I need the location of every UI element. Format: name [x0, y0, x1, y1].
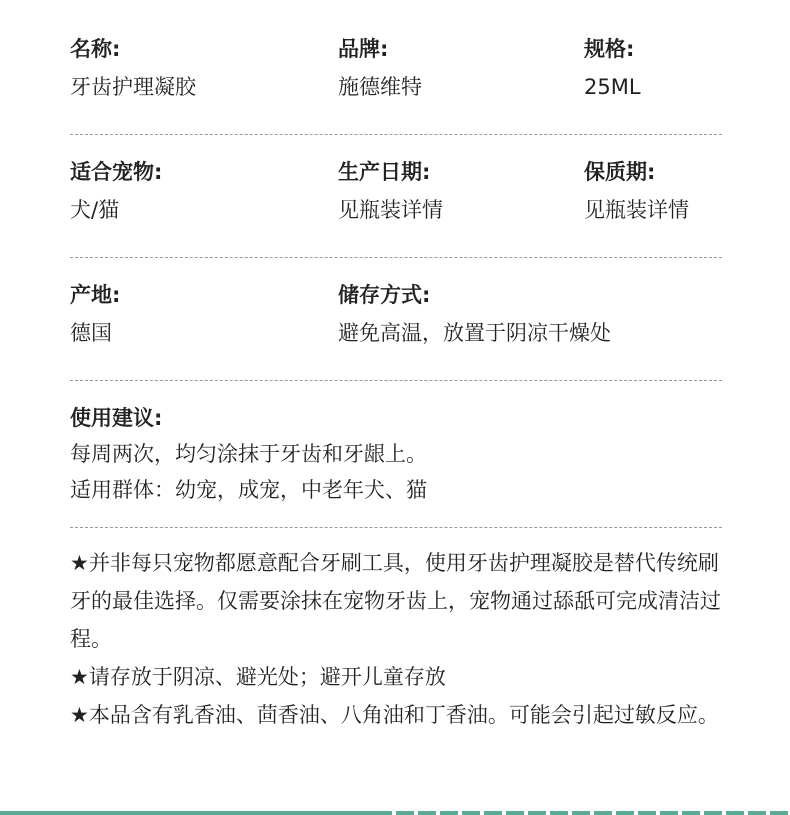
spec-origin-label: 产地: [70, 283, 121, 307]
spec-origin [70, 280, 338, 348]
spec-shelf-life [584, 157, 722, 225]
spec-brand [338, 34, 584, 102]
dashed-divider [70, 380, 722, 381]
usage-label: 使用建议: [70, 406, 163, 430]
bottom-decorative-border-solid [0, 811, 380, 815]
spec-production-date-label: 生产日期: [338, 160, 431, 184]
spec-storage [338, 280, 611, 348]
usage-section [70, 403, 722, 505]
spec-row-origin [70, 280, 722, 362]
spec-pet-label: 适合宠物: [70, 160, 163, 184]
note-item-benefit: ★并非每只宠物都愿意配合牙刷工具，使用牙齿护理凝胶是替代传统刷牙的最佳选择。仅需要涂抹在宠物牙齿上，宠物通过舔舐可完成清洁过程。 [70, 551, 721, 651]
dashed-divider [70, 527, 722, 528]
note-item-allergy: ★本品含有乳香油、茴香油、八角油和丁香油。可能会引起过敏反应。 [70, 703, 719, 727]
spec-brand-label: 品牌: [338, 37, 389, 61]
note-item-storage: ★请存放于阴凉、避光处；避开儿童存放 [70, 665, 446, 689]
spec-name-label: 名称: [70, 37, 121, 61]
spec-production-date-value: 见瓶装详情 [338, 198, 443, 222]
product-spec-sheet [70, 34, 722, 734]
spec-brand-value: 施德维特 [338, 75, 422, 99]
spec-production-date [338, 157, 584, 225]
spec-row-basic [70, 34, 722, 116]
dashed-divider [70, 257, 722, 258]
spec-size [584, 34, 722, 102]
spec-storage-value: 避免高温，放置于阴凉干燥处 [338, 321, 611, 345]
spec-pet [70, 157, 338, 225]
notes-section [70, 544, 722, 734]
usage-line-frequency: 每周两次，均匀涂抹于牙齿和牙龈上。 [70, 442, 427, 466]
spec-row-pet [70, 157, 722, 239]
spec-shelf-life-label: 保质期: [584, 160, 656, 184]
spec-name-value: 牙齿护理凝胶 [70, 75, 196, 99]
spec-storage-label: 储存方式: [338, 283, 431, 307]
spec-shelf-life-value: 见瓶装详情 [584, 198, 689, 222]
usage-line-target: 适用群体：幼宠，成宠，中老年犬、猫 [70, 478, 427, 502]
spec-pet-value: 犬/猫 [70, 198, 120, 222]
dashed-divider [70, 134, 722, 135]
spec-size-label: 规格: [584, 37, 635, 61]
spec-origin-value: 德国 [70, 321, 112, 345]
spec-name [70, 34, 338, 102]
spec-size-value: 25ML [584, 75, 641, 99]
